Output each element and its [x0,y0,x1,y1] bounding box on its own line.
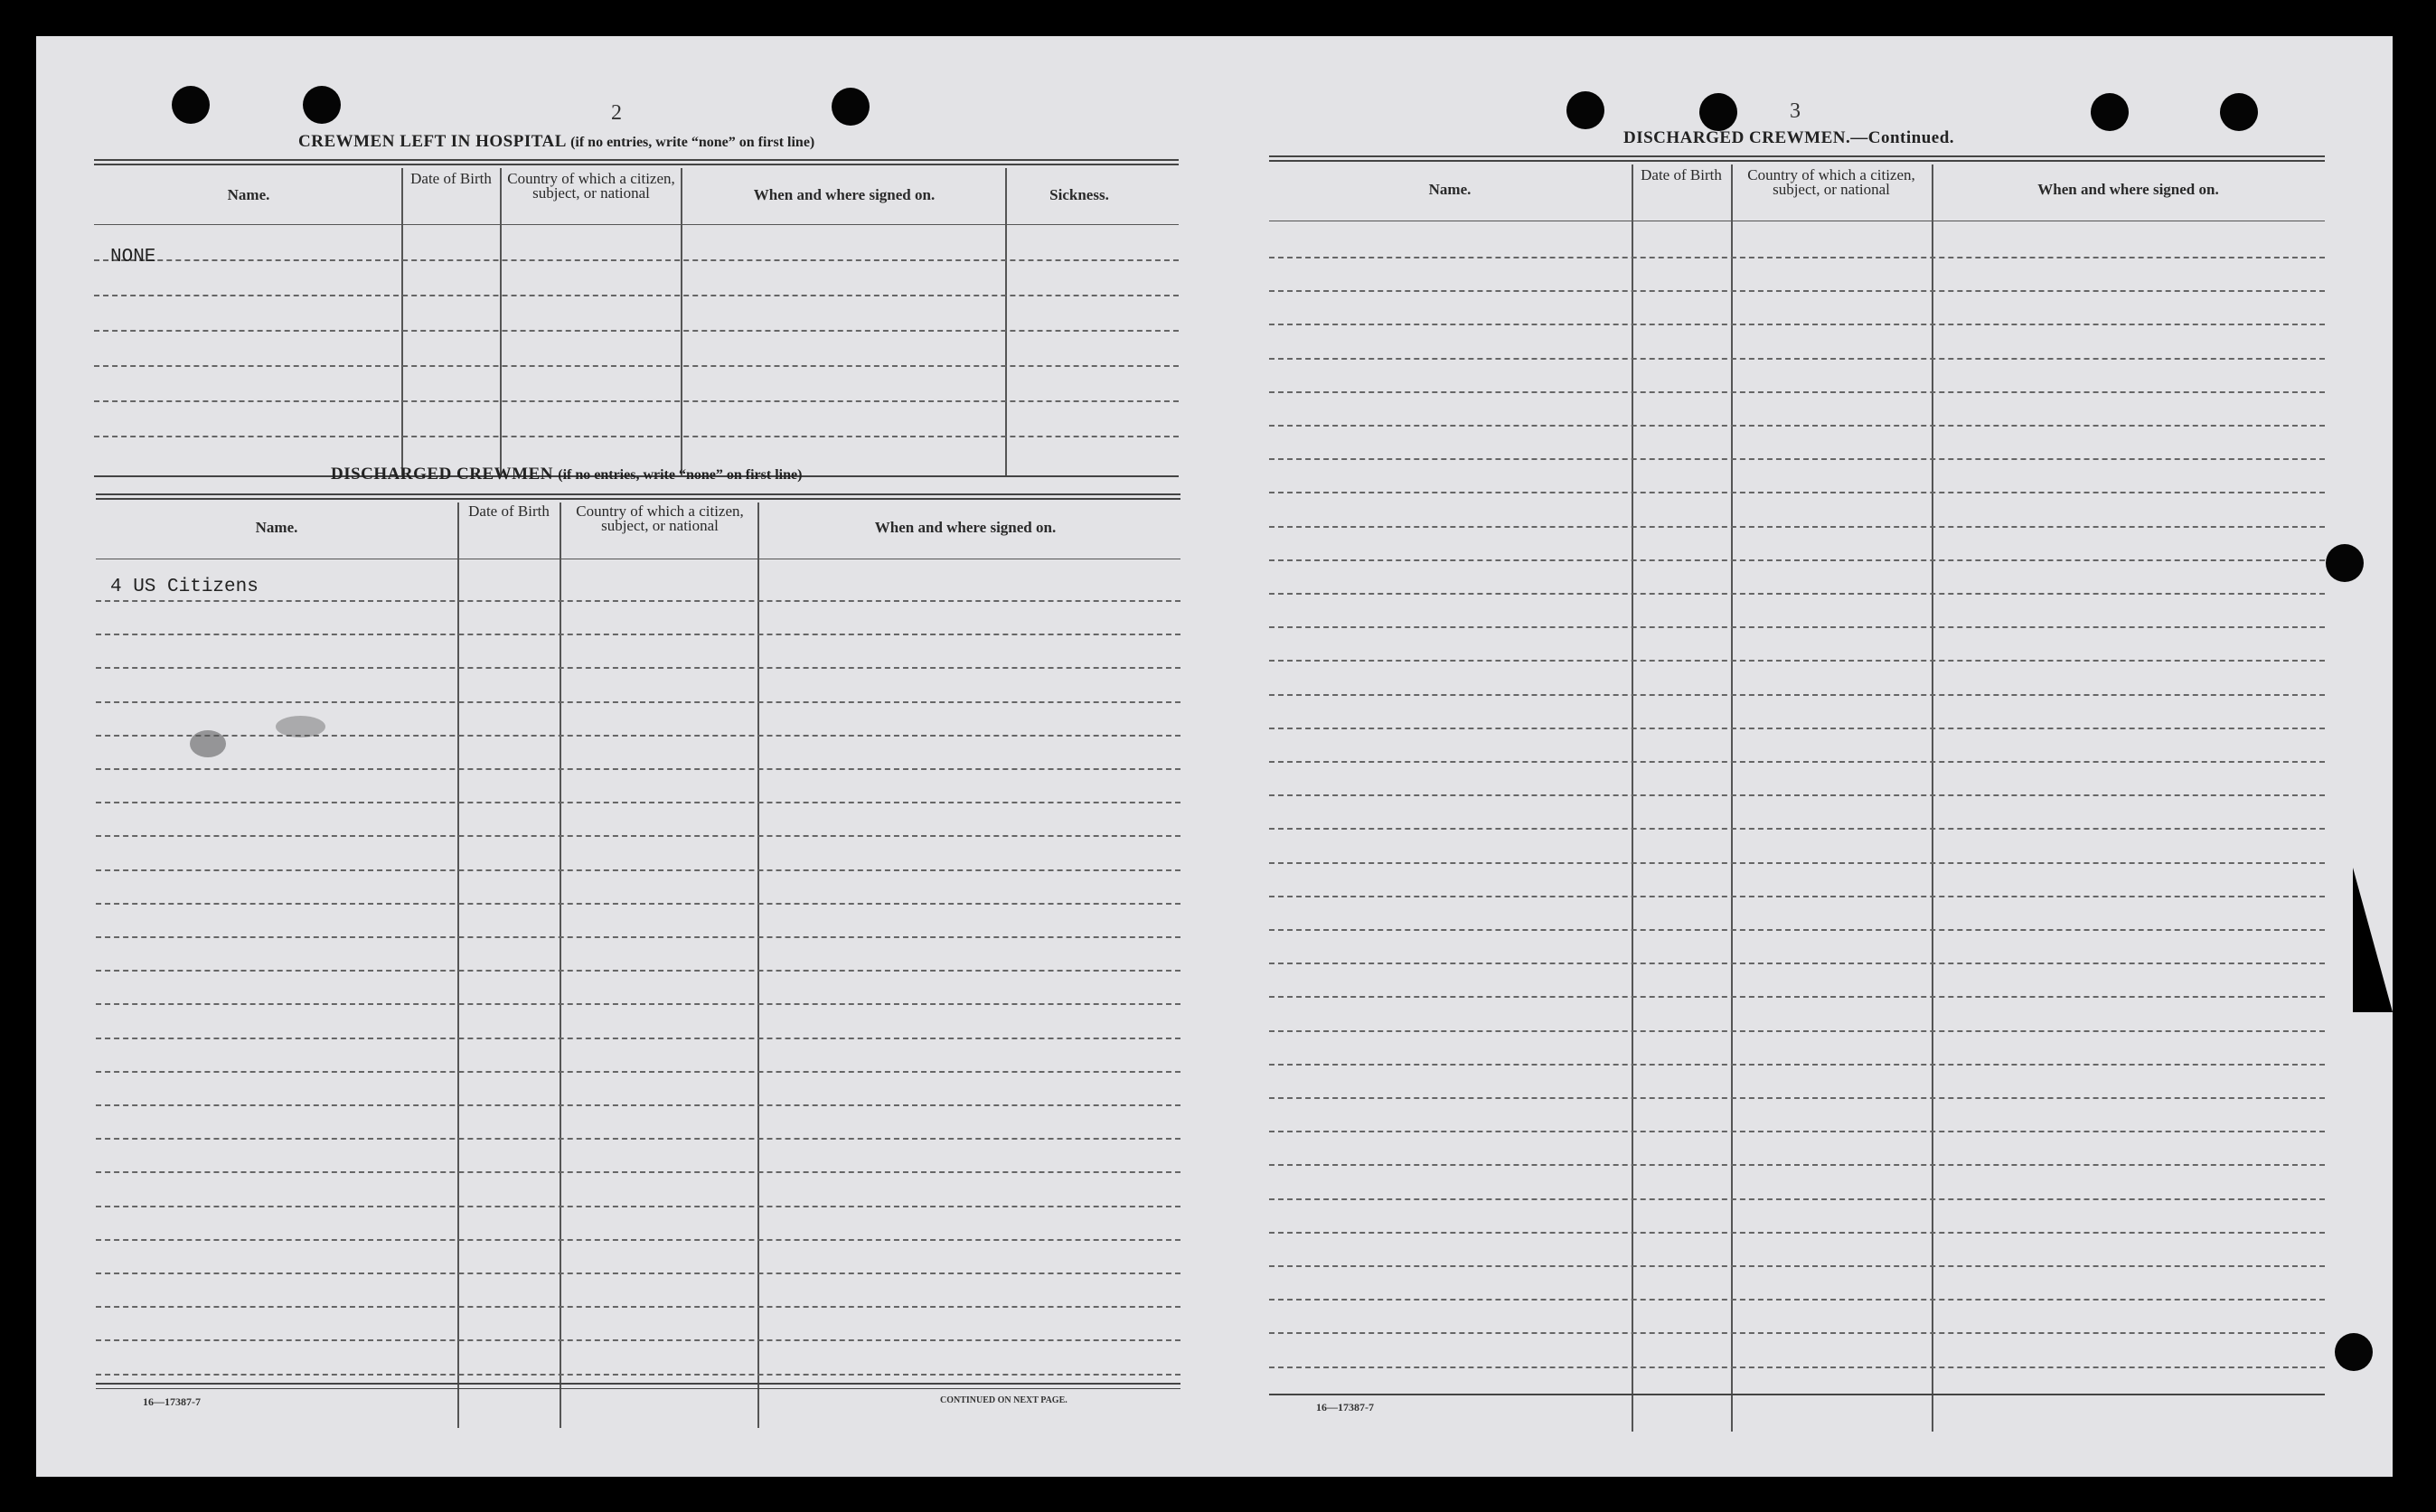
punch-hole [2091,93,2129,131]
entry-row [96,1104,1180,1106]
col-header-sickness: Sickness. [1049,186,1109,203]
col-header-country: Country of which a citizen, subject, or national [1747,166,1915,198]
entry-row [1269,963,2325,964]
entry-row [1269,290,2325,292]
entry-row [96,1071,1180,1073]
col-header-signed-on: When and where signed on. [874,519,1057,536]
entry-row [96,1003,1180,1005]
entry-row [94,365,1179,367]
entry-row [94,259,1179,261]
punch-hole [172,86,210,124]
entry-row [1269,324,2325,325]
entry-row [1269,1030,2325,1032]
entry-row [1269,1131,2325,1132]
discharged-section-title [331,465,802,484]
entry-row [1269,626,2325,628]
entry-row [1269,492,2325,493]
col-header-name: Name. [227,186,270,203]
entry-row [1269,1097,2325,1099]
bottom-rule [96,1383,1180,1385]
entry-row [1269,391,2325,393]
entry-row [94,330,1179,332]
entry-row [96,1206,1180,1207]
entry-row [96,1374,1180,1376]
top-rule [1269,155,2325,162]
column-divider [1632,164,1633,1432]
column-divider [401,168,403,475]
entry-row [96,701,1180,703]
punch-hole [832,88,870,126]
entry-row [1269,1198,2325,1200]
entry-row [1269,257,2325,258]
left-page [36,36,1211,1477]
bottom-rule [1269,1394,2325,1395]
entry-row [96,768,1180,770]
top-rule [94,159,1179,165]
discharged-top-rule [96,493,1180,500]
column-divider [1932,164,1933,1432]
entry-row [1269,761,2325,763]
ink-smudge [190,730,226,757]
entry-row [1269,728,2325,729]
punch-hole [2335,1333,2373,1371]
col-header-dob: Date of Birth [410,170,492,187]
entry-row [1269,593,2325,595]
entry-row [96,1273,1180,1274]
entry-row [96,735,1180,737]
entry-row [96,936,1180,938]
entry-row [1269,1366,2325,1368]
column-divider [560,502,561,1428]
discharged-instruction: (if no entries, write “none” on first line) [558,467,803,483]
entry-row [1269,996,2325,998]
continued-note: CONTINUED ON NEXT PAGE. [940,1395,1068,1405]
column-divider [1731,164,1733,1432]
entry-row [1269,862,2325,864]
col-header-signed-on: When and where signed on. [2037,181,2219,198]
entry-row [1269,458,2325,460]
page-number: 2 [611,101,622,125]
entry-row [96,1138,1180,1140]
entry-row [1269,896,2325,897]
entry-row [96,835,1180,837]
ink-smudge [276,716,325,737]
column-divider [500,168,502,475]
entry-row [1269,1332,2325,1334]
entry-row [94,400,1179,402]
hospital-title-text: CREWMEN LEFT IN HOSPITAL [298,132,566,151]
entry-row [1269,526,2325,528]
entry-row [1269,694,2325,696]
col-header-name: Name. [1428,181,1472,198]
entry-row [1269,425,2325,427]
page-number: 3 [1790,99,1801,123]
hospital-instruction: (if no entries, write “none” on first line) [570,135,815,150]
col-header-country: Country of which a citizen, subject, or national [507,170,675,202]
col-header-name: Name. [255,519,298,536]
entry-row [1269,1064,2325,1066]
form-number: 16—17387-7 [143,1395,201,1408]
entry-row [96,802,1180,803]
col-header-signed-on: When and where signed on. [753,186,936,203]
entry-row [1269,559,2325,561]
hospital-entry: NONE [110,247,156,268]
entry-row [96,600,1180,602]
entry-row [1269,358,2325,360]
form-number: 16—17387-7 [1316,1401,1374,1413]
punch-hole [2220,93,2258,131]
column-divider [757,502,759,1428]
right-section-title: DISCHARGED CREWMEN.—Continued. [1623,128,1955,147]
entry-row [1269,1164,2325,1166]
punch-hole [303,86,341,124]
entry-row [96,970,1180,972]
entry-row [96,1239,1180,1241]
binder-clip [2353,868,2393,1012]
col-header-country: Country of which a citizen, subject, or national [576,502,744,534]
entry-row [96,667,1180,669]
discharged-title-text: DISCHARGED CREWMEN [331,465,553,484]
entry-row [96,1038,1180,1039]
column-divider [1005,168,1007,475]
punch-hole [1699,93,1737,131]
col-header-dob: Date of Birth [468,502,550,520]
punch-hole [1566,91,1604,129]
discharged-entry: 4 US Citizens [110,577,259,597]
column-divider [681,168,682,475]
punch-hole [2326,544,2364,582]
entry-row [96,903,1180,905]
entry-row [96,1171,1180,1173]
entry-row [1269,828,2325,830]
entry-row [96,1306,1180,1308]
entry-row [1269,929,2325,931]
col-header-dob: Date of Birth [1641,166,1722,183]
bottom-rule [96,1388,1180,1389]
entry-row [96,1339,1180,1341]
entry-row [1269,1265,2325,1267]
entry-row [1269,660,2325,662]
header-underline [94,224,1179,225]
entry-row [96,869,1180,871]
entry-row [1269,1299,2325,1301]
entry-row [1269,794,2325,796]
column-divider [457,502,459,1428]
entry-row [94,295,1179,296]
entry-row [96,634,1180,635]
right-page [1211,36,2393,1477]
hospital-section-title [298,132,814,152]
entry-row [94,436,1179,437]
entry-row [1269,1232,2325,1234]
